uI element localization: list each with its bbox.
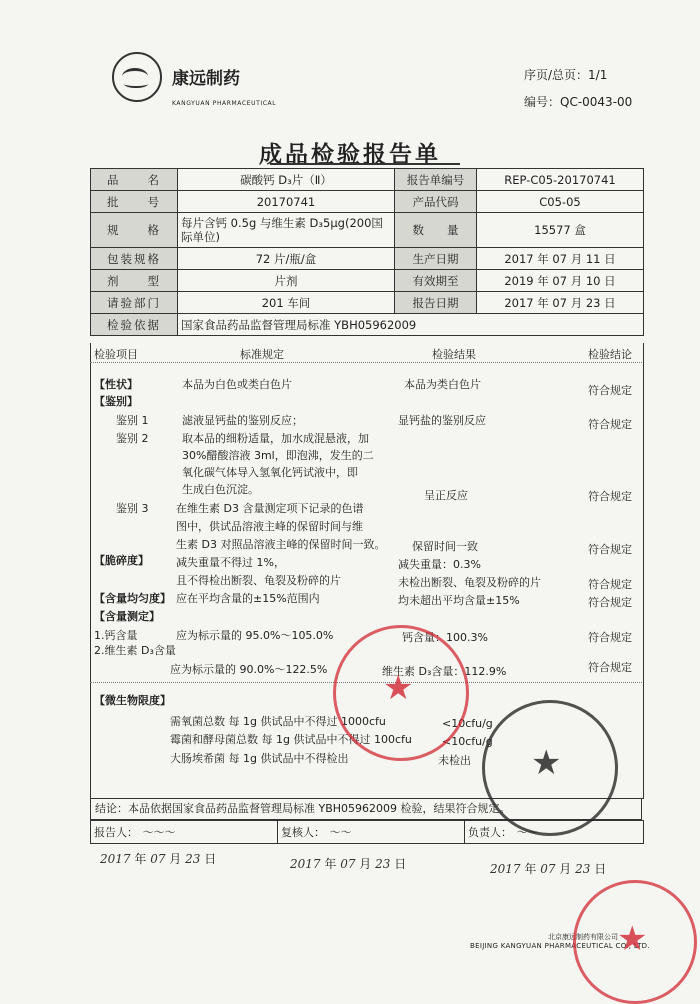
std-uniformity: 应在平均含量的±15%范围内 <box>176 592 320 605</box>
res-appearance: 本品为类白色片 <box>404 378 481 391</box>
responsible-signature: 〜〜 <box>515 826 538 839</box>
basis-label: 检验依据 <box>91 314 178 336</box>
expiry-value: 2019 年 07 月 10 日 <box>477 270 644 292</box>
date-handwritten: 07 <box>336 857 360 871</box>
month-label: 月 <box>169 852 182 866</box>
std-id3-l1: 在维生素 D3 含量测定项下记录的色谱 <box>176 502 364 515</box>
std-id2-l3: 氧化碳气体导入氢氧化钙试液中，即 <box>182 466 358 479</box>
star-icon: ★ <box>383 668 414 708</box>
conclusion: 结论：本品依据国家食品药品监督管理局标准 YBH05962009 检验，结果符合规定。 <box>90 798 642 820</box>
date-handwritten: 23 <box>371 857 395 871</box>
form-label: 剂 型 <box>91 270 178 292</box>
pack-value: 72 片/瓶/盒 <box>178 248 395 270</box>
std-mold: 霉菌和酵母菌总数 每 1g 供试品中不得过 100cfu <box>170 733 412 746</box>
reporter-cell <box>91 821 278 844</box>
qty-value: 15577 盒 <box>477 213 644 248</box>
batch-label: 批 号 <box>91 191 178 213</box>
month-label: 月 <box>359 857 372 871</box>
col-result: 检验结果 <box>432 348 476 361</box>
item-id2: 鉴别 2 <box>116 432 149 445</box>
res-friability-l2: 未检出断裂、龟裂及粉碎的片 <box>398 576 541 589</box>
reviewer-date <box>290 855 406 872</box>
pack-label: 包装规格 <box>91 248 178 270</box>
day-label: 日 <box>594 862 607 876</box>
table-row <box>91 248 644 270</box>
reporter-date <box>100 850 216 867</box>
header-divider <box>90 362 642 363</box>
item-microbial: 【微生物限度】 <box>94 694 171 707</box>
std-id2-l2: 30%醋酸溶液 3ml，即泡沸，发生的二 <box>182 449 374 462</box>
std-calcium: 应为标示量的 95.0%～105.0% <box>176 629 334 642</box>
reviewer-cell <box>278 821 465 844</box>
res-friability-l1: 减失重量：0.3% <box>398 558 481 571</box>
page-title: 成品检验报告单 <box>259 142 441 168</box>
std-id3-l3: 生素 D3 对照品溶液主峰的保留时间一致。 <box>176 538 386 551</box>
spec-label: 规 格 <box>91 213 178 248</box>
item-friability: 【脆碎度】 <box>94 554 149 567</box>
reviewer-label: 复核人： <box>281 826 325 839</box>
prod-date-value: 2017 年 07 月 11 日 <box>477 248 644 270</box>
table-row <box>91 213 644 248</box>
std-friability-l2: 且不得检出断裂、龟裂及粉碎的片 <box>176 574 341 587</box>
report-no-value: REP-C05-20170741 <box>477 169 644 191</box>
company-name: 康远制药 <box>172 69 240 89</box>
table-row <box>91 292 644 314</box>
day-label: 日 <box>204 852 217 866</box>
con-vd3: 符合规定 <box>588 661 632 674</box>
item-assay: 【含量测定】 <box>94 610 160 623</box>
responsible-label: 负责人： <box>468 826 512 839</box>
std-id1: 滤液显钙盐的鉴别反应； <box>182 414 303 427</box>
res-id3: 保留时间一致 <box>412 540 478 553</box>
spec-value: 每片含钙 0.5g 与维生素 D₃5μg(200国际单位) <box>178 213 395 248</box>
title-underline <box>270 163 460 165</box>
col-conclusion: 检验结论 <box>588 348 632 361</box>
report-date-label: 报告日期 <box>395 292 477 314</box>
con-id1: 符合规定 <box>588 418 632 431</box>
item-calcium: 1.钙含量 <box>94 629 138 642</box>
company-name-en: KANGYUAN PHARMACEUTICAL <box>172 100 277 107</box>
wave-icon <box>124 80 148 88</box>
res-ecoli: 未检出 <box>438 754 471 767</box>
std-appearance: 本品为白色或类白色片 <box>182 378 292 391</box>
item-uniformity: 【含量均匀度】 <box>94 592 171 605</box>
con-id2: 符合规定 <box>588 490 632 503</box>
product-value: 碳酸钙 D₃片（Ⅱ） <box>178 169 395 191</box>
item-id1: 鉴别 1 <box>116 414 149 427</box>
date-handwritten: 23 <box>181 852 205 866</box>
report-no-label: 报告单编号 <box>395 169 477 191</box>
res-vd3: 维生素 D₃含量：112.9% <box>382 665 507 678</box>
std-friability-l1: 减失重量不得过 1%， <box>176 556 285 569</box>
footer-company-en: BEIJING KANGYUAN PHARMACEUTICAL CO., LTD. <box>470 942 650 950</box>
res-aerobic: <10cfu/g <box>442 717 493 730</box>
dept-label: 请验部门 <box>91 292 178 314</box>
std-vd3: 应为标示量的 90.0%～122.5% <box>170 663 328 676</box>
month-label: 月 <box>559 862 572 876</box>
date-handwritten: 2017 <box>490 862 525 876</box>
item-vd3: 2.维生素 D₃含量 <box>94 644 176 657</box>
std-id2-l1: 取本品的细粉适量，加水成混悬液，加 <box>182 432 369 445</box>
qty-label: 数 量 <box>395 213 477 248</box>
item-appearance: 【性状】 <box>94 378 138 391</box>
page-info: 序页/总页：1/1 <box>524 68 608 82</box>
basis-value: 国家食品药品监督管理局标准 YBH05962009 <box>178 314 644 336</box>
item-id3: 鉴别 3 <box>116 502 149 515</box>
reviewer-signature: 〜〜 <box>328 826 351 839</box>
col-item: 检验项目 <box>94 348 138 361</box>
col-standard: 标准规定 <box>240 348 284 361</box>
quality-seal-2 <box>482 700 618 836</box>
res-id2: 呈正反应 <box>424 489 468 502</box>
prod-date-label: 生产日期 <box>395 248 477 270</box>
star-icon: ★ <box>617 919 648 959</box>
con-appearance: 符合规定 <box>588 384 632 397</box>
dept-value: 201 车间 <box>178 292 395 314</box>
code-label: 产品代码 <box>395 191 477 213</box>
date-handwritten: 07 <box>146 852 170 866</box>
table-row <box>91 270 644 292</box>
form-value: 片剂 <box>178 270 395 292</box>
document-number: 编号：QC-0043-00 <box>524 95 633 109</box>
item-identification: 【鉴别】 <box>94 395 138 408</box>
company-logo <box>112 52 162 102</box>
year-label: 年 <box>524 862 537 876</box>
date-handwritten: 2017 <box>290 857 325 871</box>
product-info-table <box>90 168 644 336</box>
batch-value: 20170741 <box>178 191 395 213</box>
con-friability: 符合规定 <box>588 578 632 591</box>
year-label: 年 <box>134 852 147 866</box>
quality-seal-1 <box>333 625 469 761</box>
std-ecoli: 大肠埃希菌 每 1g 供试品中不得检出 <box>170 752 349 765</box>
std-id2-l4: 生成白色沉淀。 <box>182 483 259 496</box>
std-id3-l2: 图中，供试品溶液主峰的保留时间与维 <box>176 520 363 533</box>
con-id3: 符合规定 <box>588 543 632 556</box>
res-mold: <10cfu/g <box>442 735 493 748</box>
expiry-label: 有效期至 <box>395 270 477 292</box>
table-row <box>91 169 644 191</box>
star-icon: ★ <box>531 743 562 783</box>
date-handwritten: 07 <box>536 862 560 876</box>
date-handwritten: 23 <box>571 862 595 876</box>
footer-company-cn: 北京康远制药有限公司 <box>548 933 618 941</box>
date-handwritten: 2017 <box>100 852 135 866</box>
std-aerobic: 需氧菌总数 每 1g 供试品中不得过 1000cfu <box>170 715 386 728</box>
reporter-signature: 〜〜〜 <box>141 826 175 839</box>
year-label: 年 <box>324 857 337 871</box>
report-date-value: 2017 年 07 月 23 日 <box>477 292 644 314</box>
table-row <box>91 191 644 213</box>
code-value: C05-05 <box>477 191 644 213</box>
responsible-date <box>490 860 606 877</box>
day-label: 日 <box>394 857 407 871</box>
reporter-label: 报告人： <box>94 826 138 839</box>
res-id1: 显钙盐的鉴别反应 <box>398 414 486 427</box>
table-row <box>91 314 644 336</box>
res-calcium: 钙含量：100.3% <box>402 631 488 644</box>
quality-seal-3 <box>573 880 697 1004</box>
res-uniformity: 均未超出平均含量±15% <box>398 594 520 607</box>
con-uniformity: 符合规定 <box>588 596 632 609</box>
product-label: 品 名 <box>91 169 178 191</box>
con-calcium: 符合规定 <box>588 631 632 644</box>
